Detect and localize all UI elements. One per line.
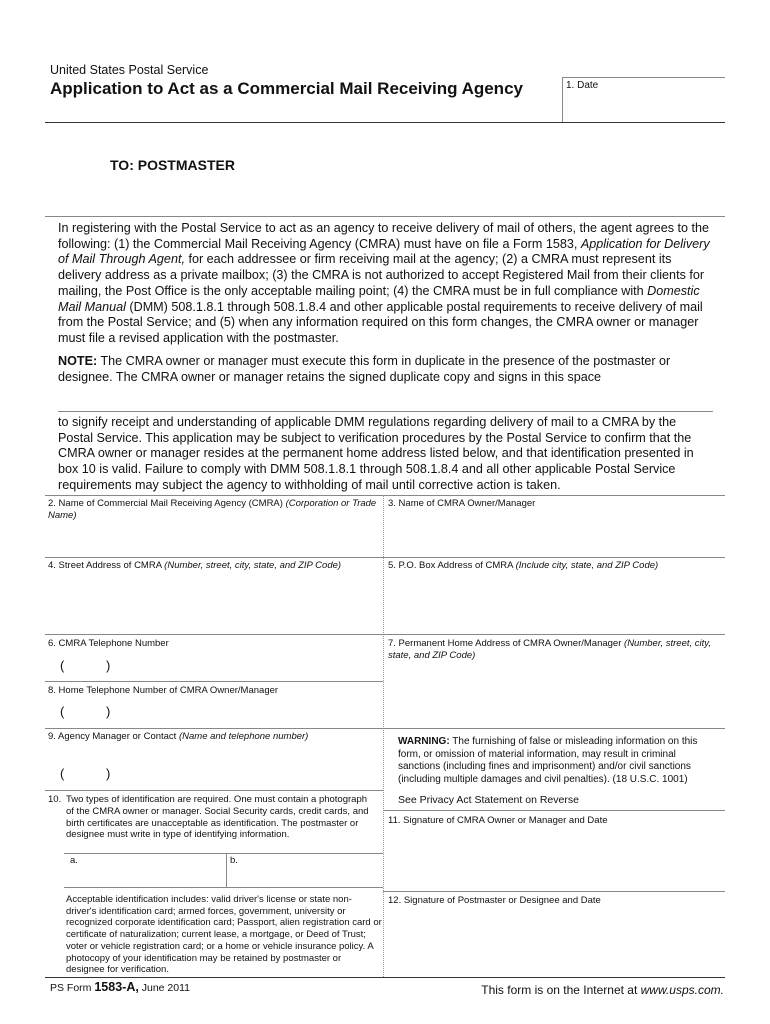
field-3-input[interactable]: [385, 512, 723, 556]
field-5-label: [388, 560, 723, 572]
field-2-hint: (Corporation or Trade Name): [48, 498, 377, 521]
field-2-input[interactable]: [46, 524, 381, 556]
rule-row4-left: [45, 681, 383, 682]
field-6-phone-open: (: [60, 658, 65, 673]
rule-row5-left: [45, 728, 383, 729]
form-top-rule: [45, 495, 725, 496]
privacy-act-link[interactable]: See Privacy Act Statement on Reverse: [398, 794, 579, 806]
warning-body: The furnishing of false or misleading information on this form, or omission of material information, may result in criminal sanctions (including fines and imprisonment) and/or civil sanctions (including multiple damages and civil penalties). (18 U.S.C. 1001): [398, 736, 698, 785]
ps-form-text: PS Form: [50, 982, 95, 994]
field-5-hint: (Include city, state, and ZIP Code): [515, 560, 659, 571]
field-9-input[interactable]: [70, 746, 370, 786]
field-4-label: [48, 560, 378, 572]
agency-name: United States Postal Service: [50, 63, 209, 77]
field-5-input[interactable]: [385, 574, 723, 632]
rule-id-bottom: [64, 887, 383, 888]
date-field[interactable]: [563, 92, 723, 120]
to-postmaster: TO: POSTMASTER: [110, 157, 235, 173]
rule-row3: [45, 634, 725, 635]
warning-text: [398, 736, 708, 786]
field-4-input[interactable]: [46, 574, 381, 632]
form-column-divider: [383, 495, 384, 977]
form-number: [50, 980, 190, 994]
intro-text-e: (DMM) 508.1.8.1 through 508.1.8.4 and other applicable postal requirements to receive delivery of mail from the Postal Service; and (5) when any information required on this form changes, the CMRA owner or manager must file a revised application with the postmaster.: [58, 299, 703, 345]
note-paragraph: [58, 354, 698, 385]
field-9-hint: (Name and telephone number): [178, 731, 309, 742]
signature-line-ack[interactable]: [58, 411, 713, 412]
form-date: June 2011: [138, 982, 191, 994]
field-9-text: 9. Agency Manager or Contact: [48, 731, 179, 742]
field-6-input[interactable]: [70, 656, 370, 678]
date-label: 1. Date: [566, 80, 599, 91]
field-8-phone-open: (: [60, 704, 65, 719]
field-4-hint: (Number, street, city, state, and ZIP Code): [164, 560, 342, 571]
field-10b-label: b.: [230, 855, 238, 866]
field-7-label: [388, 638, 720, 662]
usps-url[interactable]: www.usps.com.: [640, 983, 724, 997]
field-2-text: 2. Name of Commercial Mail Receiving Agency (CMRA): [48, 498, 286, 509]
rule-row2: [45, 557, 725, 558]
field-11-signature[interactable]: [385, 830, 723, 889]
field-8-label: 8. Home Telephone Number of CMRA Owner/Manager: [48, 685, 279, 696]
field-7-input[interactable]: [385, 664, 723, 726]
form-id: 1583-A,: [94, 980, 139, 994]
form-title: Application to Act as a Commercial Mail Receiving Agency: [50, 79, 523, 98]
field-8-input[interactable]: [70, 702, 370, 724]
rule-row8-right: [383, 810, 725, 811]
intro-text-a: In registering with the Postal Service to act as an agency to receive delivery of mail of others, the agent agrees to the following: (1) the Commercial Mail Receiving Agency (CMRA) must have on file a Form 1583,: [58, 221, 710, 251]
field-10b-input[interactable]: [228, 866, 381, 886]
field-10a-label: a.: [70, 855, 78, 866]
field-10-number: 10.: [48, 794, 62, 805]
field-3-label: 3. Name of CMRA Owner/Manager: [388, 498, 536, 509]
warning-label: WARNING:: [398, 736, 450, 747]
intro-text-c: for each addressee or firm receiving mail at the agency; (2) a CMRA must represent its delivery address as a private mailbox; (3) the CMRA is not authorized to accept Registered Mail from their clients for mailing, the Post Office is the only acceptable mailing point; (4) the CMRA must be in full compliance with: [58, 252, 705, 298]
rule-id-a-b: [64, 853, 383, 854]
ack-paragraph: to signify receipt and understanding of applicable DMM regulations regarding delivery of mail to a CMRA by the Postal Service. This application may be subject to verification procedures by the Postal Service to confirm that the CMRA owner or manager resides at the permanent home address listed below, and that identification presented in box 10 is valid. Failure to comply with DMM 508.1.8.1 through 508.1.8.4 and all other applicable Postal Service requirements may subject the agency to withholding of mail until corrective action is taken.: [58, 415, 694, 492]
field-6-label: 6. CMRA Telephone Number: [48, 638, 169, 649]
date-box-top: [562, 77, 725, 78]
form-bottom-rule: [45, 977, 725, 978]
field-10-text: Two types of identification are required. One must contain a photograph of the CMRA owner or manager. Social Security cards, credit cards, and birth certificates are unacceptable as identification. The postmaster or designee must write in type of identifying information.: [66, 794, 369, 841]
field-9-label: [48, 731, 378, 743]
intro-top-rule: [45, 216, 725, 217]
field-10-acceptable-id: Acceptable identification includes: valid driver's license or state non-driver's identification card; armed forces, government, university or recognized corporate identification card; Passport, alien registration card or certificate of naturalization; current lease, a mortgage, or Deed of Trust; voter or vehicle registration card; or a home or vehicle insurance policy. A photocopy of your identification may be retained by postmaster or designee for verification.: [66, 894, 382, 976]
note-label: NOTE:: [58, 354, 98, 368]
field-12-label: 12. Signature of Postmaster or Designee and Date: [388, 895, 601, 906]
note-text: The CMRA owner or manager must execute this form in duplicate in the presence of the postmaster or designee. The CMRA owner or manager retains the signed duplicate copy and signs in this space: [58, 354, 671, 384]
intro-text-b: Application for Delivery of Mail Through Agent,: [58, 236, 710, 267]
field-8-phone-close: ): [106, 704, 111, 719]
rule-row7-left: [45, 790, 383, 791]
field-2-label: [48, 498, 378, 522]
field-9-phone-open: (: [60, 766, 65, 781]
rule-row6-right: [383, 728, 725, 729]
internet-text: This form is on the Internet at: [481, 983, 641, 997]
field-4-text: 4. Street Address of CMRA: [48, 560, 165, 571]
field-7-hint: (Number, street, city, state, and ZIP Code): [388, 638, 711, 661]
field-9-phone-close: ): [106, 766, 111, 781]
intro-text-d: Domestic Mail Manual: [58, 283, 700, 314]
header-rule: [45, 122, 725, 123]
field-7-text: 7. Permanent Home Address of CMRA Owner/Manager: [388, 638, 625, 649]
field-12-signature[interactable]: [385, 910, 723, 974]
internet-note: [481, 983, 724, 997]
rule-row9-right: [383, 891, 725, 892]
field-10a-input[interactable]: [66, 866, 224, 886]
field-11-label: 11. Signature of CMRA Owner or Manager and Date: [388, 815, 608, 826]
field-6-phone-close: ): [106, 658, 111, 673]
intro-paragraph: [58, 221, 714, 347]
field-5-text: 5. P.O. Box Address of CMRA: [388, 560, 516, 571]
id-a-b-divider: [226, 853, 227, 887]
